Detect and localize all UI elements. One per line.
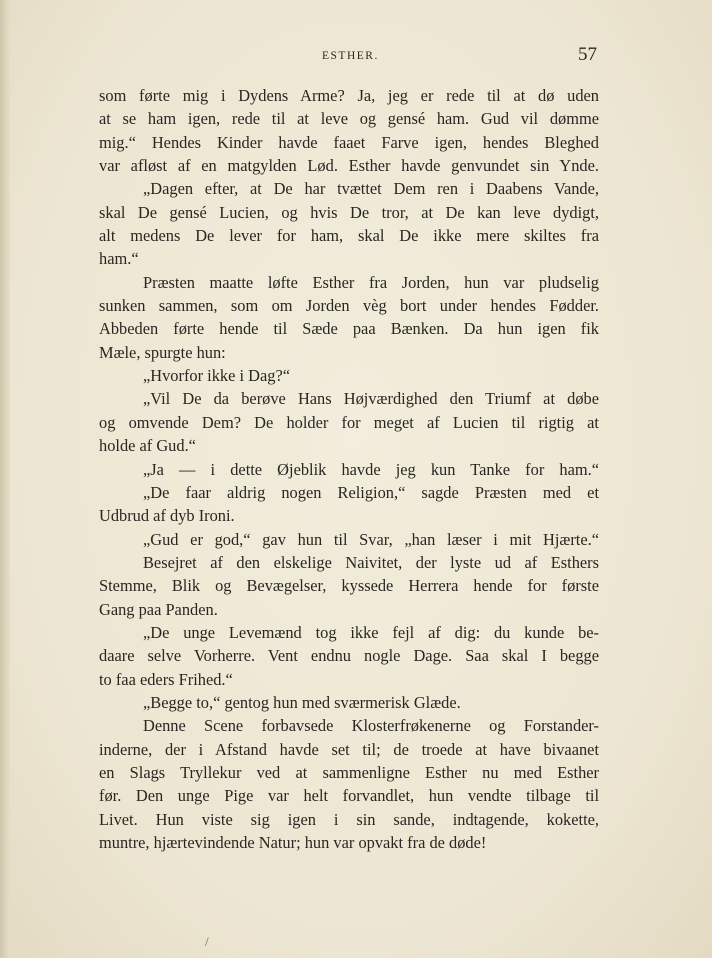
- text-line: Abbeden førte hende til Sæde paa Bænken. Da hun igen fik: [99, 319, 599, 339]
- text-line: en Slags Tryllekur ved at sammenligne Esther nu med Esther: [99, 762, 599, 782]
- page-number: 57: [578, 44, 597, 65]
- text-line: „Vil De da berøve Hans Højværdighed den Triumf at døbe: [143, 389, 599, 409]
- text-line: holde af Gud.“: [99, 436, 196, 456]
- text-line: „De faar aldrig nogen Religion,“ sagde Præsten med et: [143, 482, 599, 502]
- stray-pencil-mark: /: [205, 934, 209, 949]
- text-line: „Ja — i dette Øjeblik havde jeg kun Tanke for ham.“: [143, 459, 599, 479]
- text-line: inderne, der i Afstand havde set til; de troede at have bivaanet: [99, 739, 599, 759]
- text-line: som førte mig i Dydens Arme? Ja, jeg er rede til at dø uden: [99, 86, 599, 105]
- running-title: ESTHER.: [322, 50, 379, 62]
- text-line: Præsten maatte løfte Esther fra Jorden, hun var pludselig: [143, 272, 599, 292]
- text-line: Udbrud af dyb Ironi.: [99, 506, 235, 526]
- text-line: „Begge to,“ gentog hun med sværmerisk Glæde.: [143, 692, 461, 712]
- text-line: Besejret af den elskelige Naivitet, der lyste ud af Esthers: [143, 552, 599, 572]
- text-line: Denne Scene forbavsede Klosterfrøkenerne og Forstander-: [143, 716, 599, 736]
- text-line: mig.“ Hendes Kinder havde faaet Farve igen, hendes Bleghed: [99, 132, 599, 152]
- text-line: Livet. Hun viste sig igen i sin sande, indtagende, kokette,: [99, 809, 599, 829]
- text-line: muntre, hjærtevindende Natur; hun var opvakt fra de døde!: [99, 833, 487, 852]
- text-line: „Dagen efter, at De har tvættet Dem ren i Daabens Vande,: [143, 179, 599, 199]
- page-gutter: [0, 0, 10, 958]
- text-line: ham.“: [99, 249, 139, 269]
- text-line: „De unge Levemænd tog ikke fejl af dig: du kunde be-: [143, 622, 599, 642]
- text-line: Mæle, spurgte hun:: [99, 342, 226, 362]
- text-line: alt medens De lever for ham, skal De ikke mere skiltes fra: [99, 226, 599, 246]
- text-line: og omvende Dem? De holder for meget af Lucien til rigtig at: [99, 412, 599, 432]
- text-line: to faa eders Frihed.“: [99, 669, 233, 689]
- text-line: Gang paa Panden.: [99, 599, 218, 619]
- text-line: „Gud er god,“ gav hun til Svar, „han læser i mit Hjærte.“: [143, 529, 599, 549]
- text-line: Stemme, Blik og Bevægelser, kyssede Herrera hende for første: [99, 576, 599, 596]
- text-line: var afløst af en matgylden Lød. Esther havde genvundet sin Ynde.: [99, 156, 599, 176]
- text-line: daare selve Vorherre. Vent endnu nogle Dage. Saa skal I begge: [99, 646, 599, 666]
- text-line: „Hvorfor ikke i Dag?“: [143, 366, 290, 386]
- text-line: skal De gensé Lucien, og hvis De tror, at De kan leve dydigt,: [99, 202, 599, 222]
- body-text: [99, 84, 599, 854]
- text-line: sunken sammen, som om Jorden vèg bort under hendes Fødder.: [99, 296, 599, 316]
- text-line: før. Den unge Pige var helt forvandlet, hun vendte tilbage til: [99, 786, 599, 806]
- text-line: at se ham igen, rede til at leve og gensé ham. Gud vil dømme: [99, 109, 599, 129]
